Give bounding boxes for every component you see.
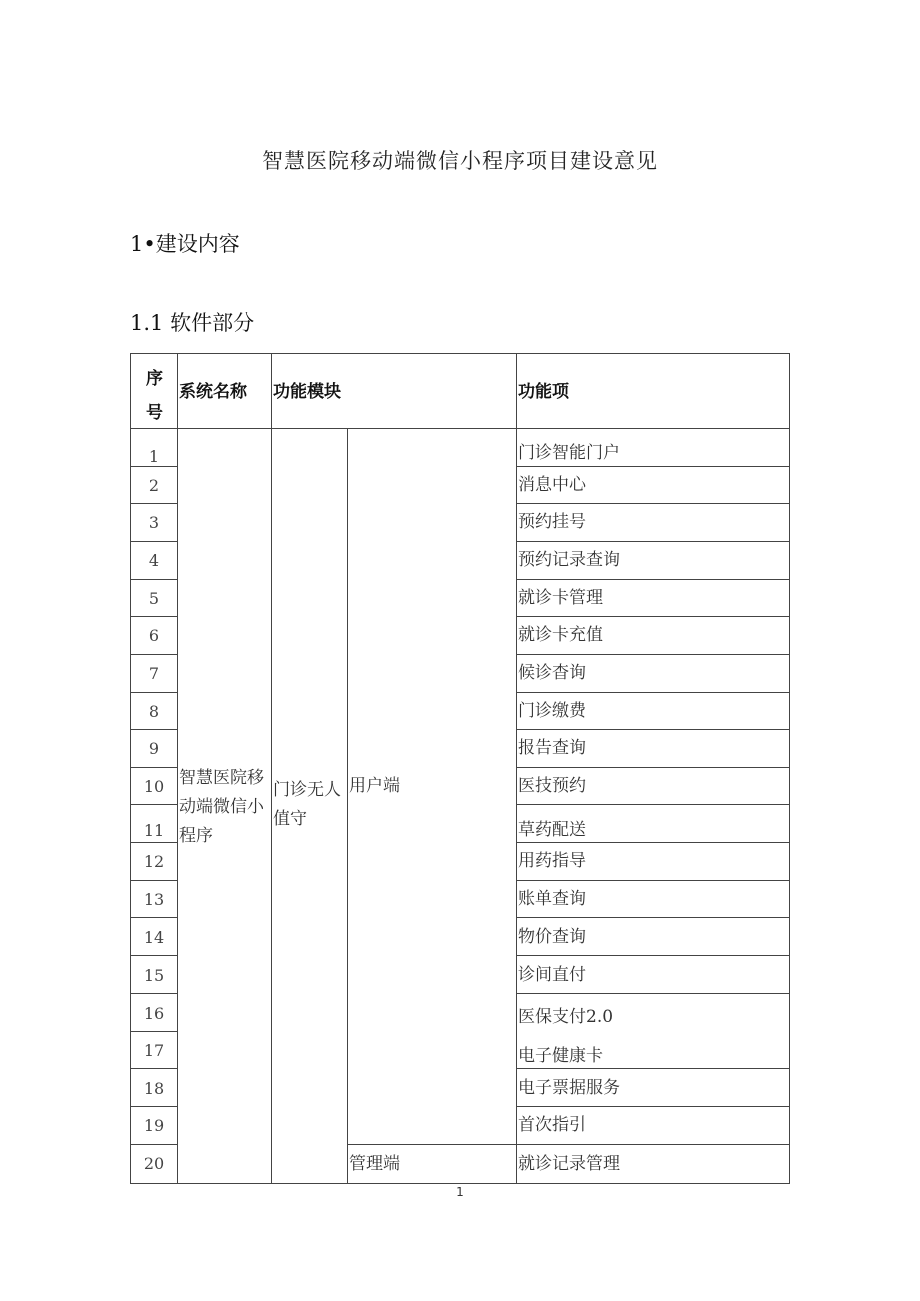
header-seq-line1: 序 — [146, 369, 163, 389]
row-number: 8 — [148, 702, 160, 721]
header-feature: 功能项 — [518, 382, 569, 402]
feature-item: 医技预约 — [518, 776, 586, 796]
row-number: 4 — [148, 551, 160, 570]
feature-item: 消息中心 — [518, 475, 586, 495]
row-number: 14 — [143, 928, 165, 947]
header-system-name: 系统名称 — [179, 382, 247, 402]
feature-item: 就诊记录管理 — [518, 1154, 620, 1174]
feature-item: 诊间直付 — [518, 965, 586, 985]
system-name-cell: 智慧医院移动端微信小程序 — [179, 768, 264, 846]
feature-item: 就诊卡充值 — [518, 625, 603, 645]
row-number: 1 — [148, 447, 160, 466]
row-number: 17 — [143, 1041, 165, 1060]
feature-item: 报告查询 — [518, 738, 586, 758]
header-seq-line2: 号 — [146, 403, 163, 423]
feature-item: 账单查询 — [518, 889, 586, 909]
row-number: 9 — [148, 739, 160, 758]
feature-item: 就诊卡管理 — [518, 588, 603, 608]
feature-item: 候诊杳询 — [518, 663, 586, 683]
feature-item: 电子健康卡 — [518, 1046, 603, 1066]
feature-item: 预约记录查询 — [518, 550, 620, 570]
row-number: 20 — [143, 1154, 165, 1173]
row-number: 13 — [143, 890, 165, 909]
page-number: 1 — [456, 1185, 464, 1199]
header-module: 功能模块 — [273, 382, 341, 402]
row-number: 16 — [143, 1004, 165, 1023]
row-number: 10 — [143, 777, 165, 796]
feature-item: 门诊缴费 — [518, 701, 586, 721]
feature-item: 预约挂号 — [518, 512, 586, 532]
feature-item: 门诊智能门户 — [518, 443, 620, 463]
row-number: 2 — [148, 476, 160, 495]
row-number: 7 — [148, 664, 160, 683]
row-number: 19 — [143, 1116, 165, 1135]
row-number: 18 — [143, 1079, 165, 1098]
document-title: 智慧医院移动端微信小程序项目建设意见 — [262, 149, 658, 173]
module-cell: 门诊无人值守 — [273, 780, 341, 829]
row-number: 15 — [143, 966, 165, 985]
subsection-heading-software: 1.1 软件部分 — [130, 311, 255, 335]
row-number: 6 — [148, 626, 160, 645]
feature-item: 用药指导 — [518, 851, 586, 871]
row-number: 11 — [143, 821, 165, 840]
row-number: 5 — [148, 589, 160, 608]
feature-item: 草药配送 — [518, 820, 586, 840]
submodule-admin-cell: 管理端 — [349, 1154, 400, 1174]
feature-item: 电子票据服务 — [518, 1078, 620, 1098]
row-number: 3 — [148, 513, 160, 532]
submodule-user-cell: 用户端 — [349, 776, 400, 796]
feature-item: 首次指引 — [518, 1115, 586, 1135]
feature-item: 医保支付2.0 — [518, 1007, 614, 1027]
feature-item: 物价查询 — [518, 927, 586, 947]
section-heading-construction: 1•建设内容 — [130, 232, 240, 256]
row-number: 12 — [143, 852, 165, 871]
